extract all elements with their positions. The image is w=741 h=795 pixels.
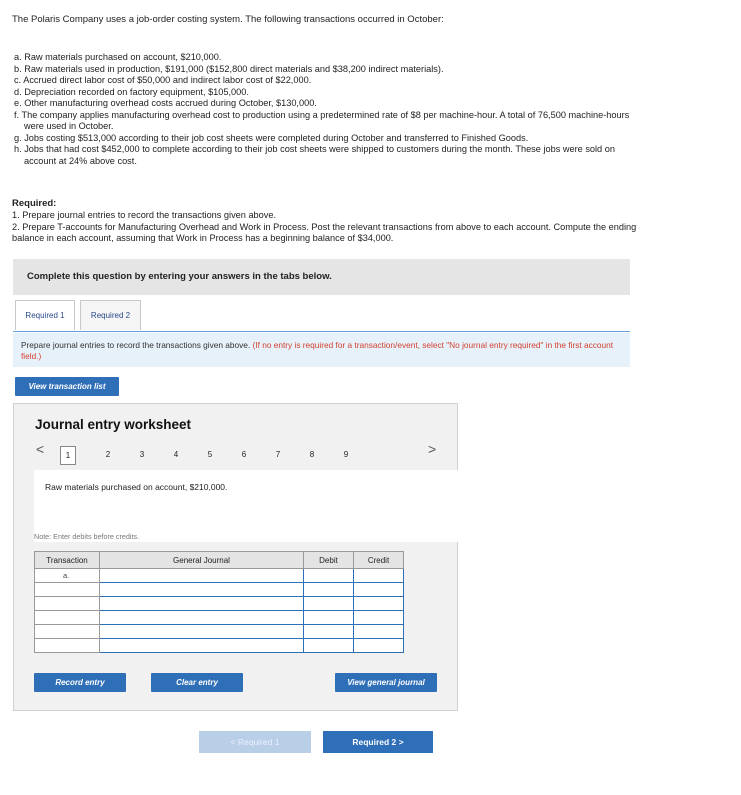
table-row (35, 611, 404, 625)
entry-description: Raw materials purchased on account, $210,000. (45, 482, 228, 492)
required-item-2: 2. Prepare T-accounts for Manufacturing Overhead and Work in Process. Post the relevant transactions from above to each account. Compute the ending balance in each account, assuming that Work in Process has a beginning balance of $34,000. (12, 221, 637, 243)
problem-intro: The Polaris Company uses a job-order costing system. The following transactions occurred in October: (12, 14, 444, 25)
prev-required-button[interactable]: < Required 1 (199, 731, 311, 753)
transaction-cell (35, 639, 100, 653)
transaction-item-c: c. Accrued direct labor cost of $50,000 and indirect labor cost of $22,000. (14, 75, 312, 85)
journal-table (34, 551, 404, 653)
transaction-cell (35, 583, 100, 597)
tab-required-2[interactable]: Required 2 (80, 300, 141, 330)
record-entry-button[interactable]: Record entry (34, 673, 126, 692)
account-select[interactable] (100, 625, 304, 639)
table-row (35, 569, 404, 583)
view-transaction-list-button[interactable]: View transaction list (15, 377, 119, 396)
transaction-item-h: h. Jobs that had cost $452,000 to complete according to their job cost sheets were shipped to customers during the month. These jobs were sold on account at 24% above cost. (14, 144, 615, 166)
next-required-button[interactable]: Required 2 > (323, 731, 433, 753)
question-banner (13, 259, 630, 295)
credit-input[interactable] (354, 569, 404, 583)
debit-input[interactable] (304, 625, 354, 639)
col-debit: Debit (304, 552, 354, 569)
credit-input[interactable] (354, 639, 404, 653)
page-6-button[interactable]: 6 (241, 450, 247, 459)
transaction-item-b: b. Raw materials used in production, $191,000 ($152,800 direct materials and $38,200 indirect materials). (14, 63, 444, 74)
credit-input[interactable] (354, 583, 404, 597)
transaction-cell (35, 611, 100, 625)
table-row (35, 597, 404, 611)
page-1-button[interactable]: 1 (60, 446, 76, 465)
transaction-item-e: e. Other manufacturing overhead costs accrued during October, $130,000. (14, 98, 317, 108)
instruction-box (13, 333, 630, 367)
required-list (12, 210, 637, 245)
page-4-button[interactable]: 4 (173, 450, 179, 459)
account-select[interactable] (100, 597, 304, 611)
account-select[interactable] (100, 569, 304, 583)
page-9-button[interactable]: 9 (343, 450, 349, 459)
required-item-1: 1. Prepare journal entries to record the transactions given above. (12, 210, 277, 220)
tab-required-1[interactable]: Required 1 (15, 300, 75, 330)
account-select[interactable] (100, 583, 304, 597)
prev-page-arrow-icon[interactable]: < (36, 441, 45, 457)
transaction-cell (35, 597, 100, 611)
page-7-button[interactable]: 7 (275, 450, 281, 459)
debit-input[interactable] (304, 569, 354, 583)
credit-input[interactable] (354, 611, 404, 625)
banner-text: Complete this question by entering your answers in the tabs below. (27, 271, 332, 282)
page-8-button[interactable]: 8 (309, 450, 315, 459)
col-general-journal: General Journal (100, 552, 304, 569)
page-2-button[interactable]: 2 (105, 450, 111, 459)
transaction-item-f: f. The company applies manufacturing overhead cost to production using a predetermined rate of $8 per machine-hour. A total of 76,500 machine-hours were used in October. (14, 109, 630, 131)
debit-input[interactable] (304, 583, 354, 597)
debit-credit-note: Note: Enter debits before credits. (34, 532, 140, 541)
transaction-item-d: d. Depreciation recorded on factory equipment, $105,000. (14, 86, 249, 97)
transaction-list (14, 52, 634, 167)
debit-input[interactable] (304, 639, 354, 653)
credit-input[interactable] (354, 597, 404, 611)
instruction-hint: (If no entry is required for a transaction/event, select "No journal entry required" in the first account field.) (21, 340, 614, 361)
table-row (35, 639, 404, 653)
debit-input[interactable] (304, 597, 354, 611)
col-transaction: Transaction (35, 552, 100, 569)
table-row (35, 583, 404, 597)
clear-entry-button[interactable]: Clear entry (151, 673, 243, 692)
col-credit: Credit (354, 552, 404, 569)
transaction-cell: a. (35, 569, 100, 583)
next-page-arrow-icon[interactable]: > (428, 441, 437, 457)
transaction-item-g: g. Jobs costing $513,000 according to their job cost sheets were completed during October and transferred to Finished Goods. (14, 132, 529, 143)
debit-input[interactable] (304, 611, 354, 625)
transaction-item-a: a. Raw materials purchased on account, $210,000. (14, 52, 222, 62)
journal-header-row (35, 552, 404, 569)
page-3-button[interactable]: 3 (139, 450, 145, 459)
worksheet-title: Journal entry worksheet (35, 417, 192, 432)
view-general-journal-button[interactable]: View general journal (335, 673, 437, 692)
table-row (35, 625, 404, 639)
transaction-cell (35, 625, 100, 639)
required-heading: Required: (12, 198, 57, 209)
account-select[interactable] (100, 611, 304, 625)
instruction-text: Prepare journal entries to record the transactions given above. (21, 340, 251, 350)
page-5-button[interactable]: 5 (207, 450, 213, 459)
credit-input[interactable] (354, 625, 404, 639)
account-select[interactable] (100, 639, 304, 653)
tab-divider (13, 331, 630, 332)
